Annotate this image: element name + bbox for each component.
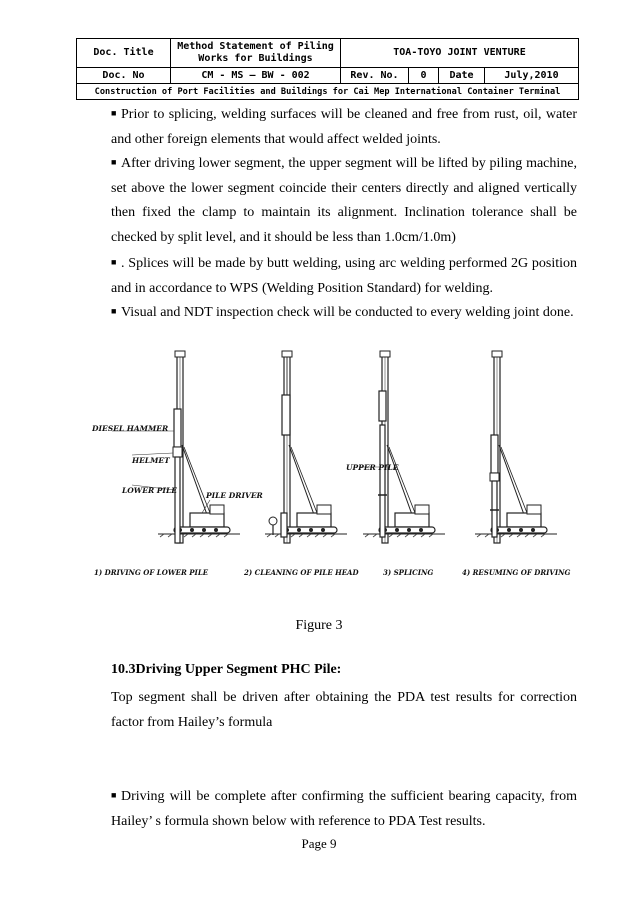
bullet-paragraph-3: ■ . Splices will be made by butt welding, using arc welding performed 2G position and in accordance to WPS (Welding Position Standard) for welding. [111, 250, 577, 301]
piling-sequence-illustration [92, 345, 587, 585]
step-label-1: 1) DRIVING OF LOWER PILE [94, 568, 209, 577]
step-label-2: 2) CLEANING OF PILE HEAD [244, 568, 359, 577]
square-bullet-icon: ■ [111, 108, 117, 118]
section-heading: 10.3Driving Upper Segment PHC Pile: [111, 662, 342, 677]
square-bullet-icon: ■ [111, 306, 117, 316]
project-title: Construction of Port Facilities and Buildings for Cai Mep International Container Terminal [94, 86, 561, 97]
rig-step-1 [112, 351, 240, 543]
square-bullet-icon: ■ [111, 257, 117, 267]
label-lower-pile: LOWER PILE [122, 486, 177, 495]
header-row-title [77, 39, 578, 68]
rig-step-4 [475, 351, 557, 543]
rig-step-2 [265, 351, 347, 543]
doc-title-label: Doc. Title [77, 39, 171, 67]
bullet-paragraph-1: ■ Prior to splicing, welding surfaces will be cleaned and free from rust, oil, water and other foreign elements that would affect welded joints. [111, 101, 577, 152]
label-diesel-hammer: DIESEL HAMMER [92, 424, 169, 433]
figure-caption: Figure 3 [295, 618, 343, 633]
page-number: Page 9 [301, 836, 337, 851]
header-row-project [77, 84, 578, 99]
rev-no-value: 0 [409, 68, 439, 83]
date-label: Date [439, 68, 485, 83]
document-header-table [76, 38, 579, 100]
step-label-3: 3) SPLICING [383, 568, 434, 577]
header-row-docno [77, 68, 578, 84]
label-helmet: HELMET [132, 456, 170, 465]
date-value: July,2010 [504, 69, 559, 81]
square-bullet-icon: ■ [111, 157, 117, 167]
final-bullet-paragraph: ■ Driving will be complete after confirming the sufficient bearing capacity, from Hailey’ s formula shown below with reference to PDA Test results. [111, 783, 577, 834]
square-bullet-icon: ■ [111, 790, 117, 800]
bullet-paragraph-2: ■ After driving lower segment, the upper segment will be lifted by piling machine, set above the lower segment coincide their centers directly and aligned vertically then fixed the clamp to maintain its alignment. Inclination tolerance shall be checked by split level, and it should be less than 1.0cm/1.0m) [111, 150, 577, 250]
company-name: TOA-TOYO JOINT VENTURE [393, 47, 526, 58]
rev-no-label: Rev. No. [341, 68, 409, 83]
doc-no-label: Doc. No [77, 68, 171, 83]
label-upper-pile: UPPER PILE [346, 463, 399, 472]
label-pile-driver: PILE DRIVER [206, 491, 263, 500]
bullet-paragraph-4: ■ Visual and NDT inspection check will be conducted to every welding joint done. [111, 299, 577, 326]
piling-sequence-figure [92, 345, 587, 585]
doc-no-value: CM - MS – BW - 002 [171, 68, 341, 83]
section-body: Top segment shall be driven after obtaining the PDA test results for correction factor from Hailey’s formula [111, 690, 577, 730]
rig-step-3 [360, 351, 445, 543]
step-label-4: 4) RESUMING OF DRIVING [462, 568, 571, 577]
doc-title-value: Method Statement of Piling Works for Buildings [171, 39, 341, 67]
